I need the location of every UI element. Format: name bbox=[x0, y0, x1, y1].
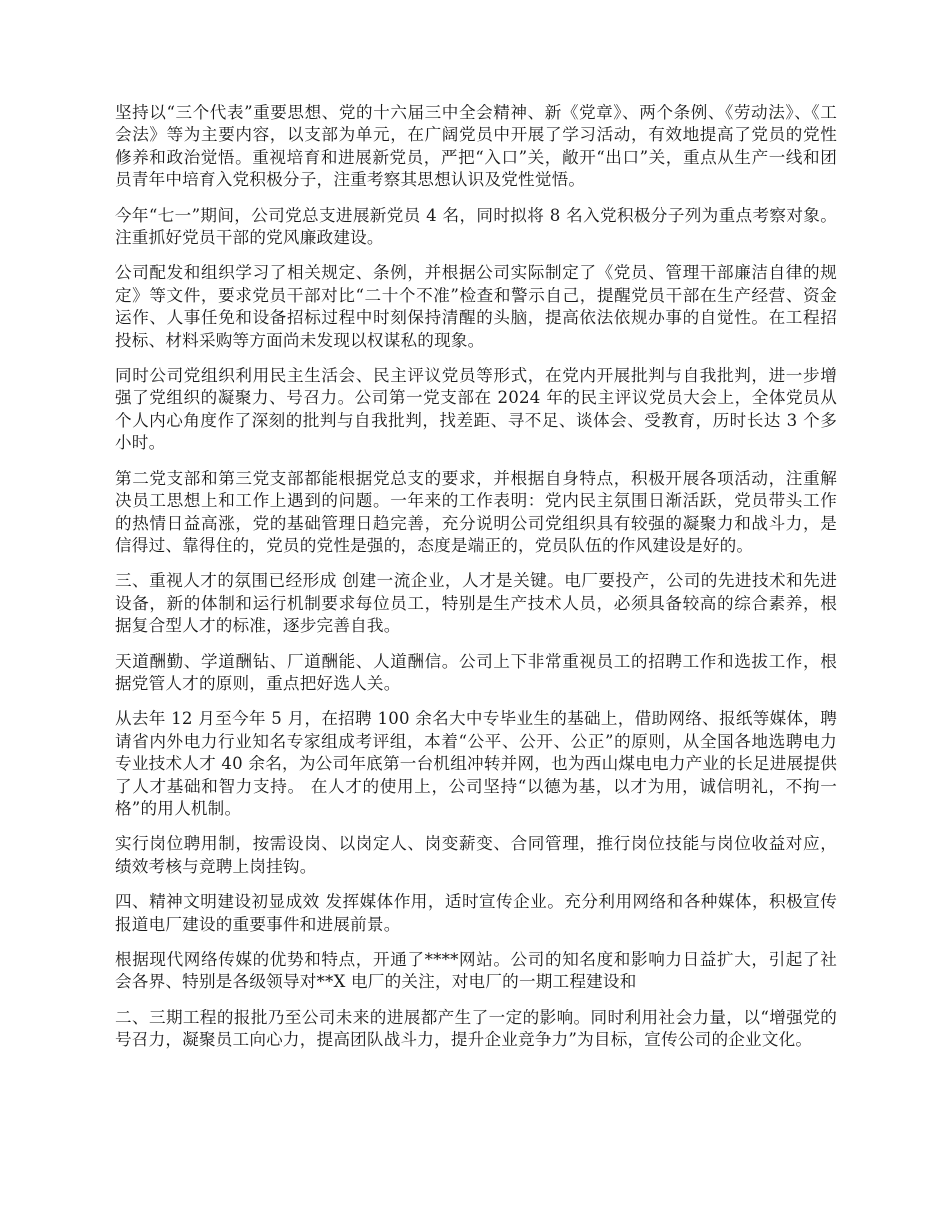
paragraph-6: 三、重视人才的氛围已经形成 创建一流企业，人才是关键。电厂要投产，公司的先进技术和先进设备，新的体制和运行机制要求每位员工，特别是生产技术人员，必须具备较高的综合素养，根据复合型人才的标准，逐步完善自我。 bbox=[115, 571, 837, 636]
paragraph-5: 第二党支部和第三党支部都能根据党总支的要求，并根据自身特点，积极开展各项活动，注重解决员工思想上和工作上遇到的问题。一年来的工作表明：党内民主氛围日渐活跃，党员带头工作的热情日益高涨，党的基础管理日趋完善，充分说明公司党组织具有较强的凝聚力和战斗力，是信得过、靠得住的，党员的党性是强的，态度是端正的，党员队伍的作风建设是好的。 bbox=[115, 468, 837, 555]
paragraph-4: 同时公司党组织利用民主生活会、民主评议党员等形式，在党内开展批判与自我批判，进一步增强了党组织的凝聚力、号召力。公司第一党支部在 2024 年的民主评议党员大会上，全体党员从个人内心角度作了深刻的批判与自我批判，找差距、寻不足、谈体会、受教育，历时长达 3 个多小时。 bbox=[115, 366, 837, 453]
document-body bbox=[115, 102, 837, 1065]
paragraph-8: 从去年 12 月至今年 5 月，在招聘 100 余名大中专毕业生的基础上，借助网络、报纸等媒体，聘请省内外电力行业知名专家组成考评组，本着“公平、公开、公正”的原则，从全国各地选聘电力专业技术人才 40 余名，为公司年底第一台机组冲转并网，也为西山煤电电力产业的长足进展提供了人才基础和智力支持。 在人才的使用上，公司坚持“以德为基，以才为用，诚信明礼，不拘一格”的用人机制。 bbox=[115, 709, 837, 818]
paragraph-2: 今年“七一”期间，公司党总支进展新党员 4 名，同时拟将 8 名入党积极分子列为重点考察对象。注重抓好党员干部的党风廉政建设。 bbox=[115, 205, 837, 248]
paragraph-1: 坚持以“三个代表”重要思想、党的十六届三中全会精神、新《党章》、两个条例、《劳动法》、《工会法》等为主要内容，以支部为单元，在广阔党员中开展了学习活动，有效地提高了党员的党性修养和政治觉悟。重视培育和进展新党员，严把“入口”关，敞开“出口”关，重点从生产一线和团员青年中培育入党积极分子，注重考察其思想认识及党性觉悟。 bbox=[115, 103, 837, 190]
paragraph-9: 实行岗位聘用制，按需设岗、以岗定人、岗变薪变、合同管理，推行岗位技能与岗位收益对应，绩效考核与竞聘上岗挂钩。 bbox=[115, 834, 837, 876]
paragraph-10: 四、精神文明建设初显成效 发挥媒体作用，适时宣传企业。充分利用网络和各种媒体，积极宣传报道电厂建设的重要事件和进展前景。 bbox=[115, 892, 837, 934]
paragraph-7: 天道酬勤、学道酬钻、厂道酬能、人道酬信。公司上下非常重视员工的招聘工作和选拔工作，根据党管人才的原则，重点把好选人关。 bbox=[115, 651, 837, 693]
paragraph-3: 公司配发和组织学习了相关规定、条例，并根据公司实际制定了《党员、管理干部廉洁自律的规定》等文件，要求党员干部对比“二十个不准”检查和警示自己，提醒党员干部在生产经营、资金运作、人事任免和设备招标过程中时刻保持清醒的头脑，提高依法依规办事的自觉性。在工程招投标、材料采购等方面尚未发现以权谋私的现象。 bbox=[115, 263, 837, 350]
paragraph-11: 根据现代网络传媒的优势和特点，开通了****网站。公司的知名度和影响力日益扩大，引起了社会各界、特别是各级领导对**X 电厂的关注，对电厂的一期工程建设和 bbox=[115, 950, 837, 992]
paragraph-12: 二、三期工程的报批乃至公司未来的进展都产生了一定的影响。同时利用社会力量，以“增强党的号召力，凝聚员工向心力，提高团队战斗力，提升企业竞争力”为目标，宣传公司的企业文化。 bbox=[115, 1007, 837, 1050]
